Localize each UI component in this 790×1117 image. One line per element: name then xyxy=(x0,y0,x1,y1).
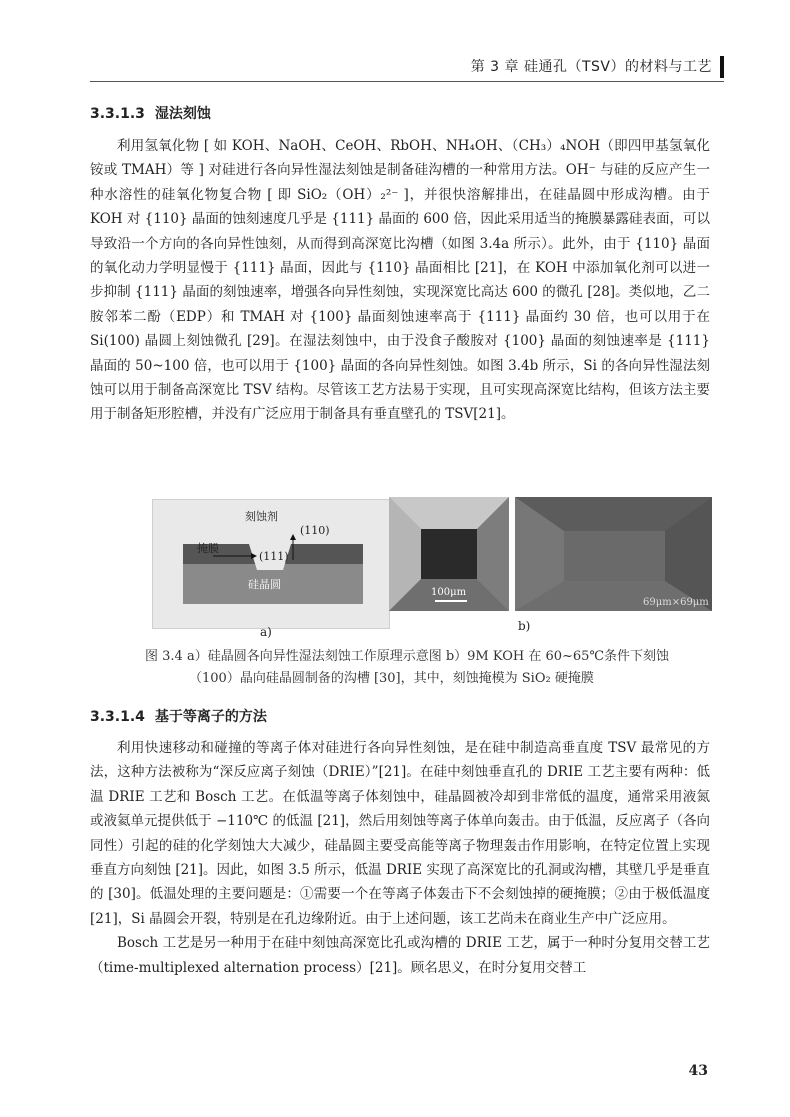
plane-110-label: (110) xyxy=(300,524,330,537)
header-rule xyxy=(90,81,724,82)
running-header xyxy=(90,56,724,82)
sem-images xyxy=(389,497,712,611)
paragraph: 利用快速移动和碰撞的等离子体对硅进行各向异性刻蚀，是在硅中制造高垂直度 TSV 最常见的方法，这种方法被称为“深反应离子刻蚀（DRIE）”[21]。在硅中刻蚀垂直孔的 DRIE 工艺主要有两种：低温 DRIE 工艺和 Bosch 工艺。在低温等离子体刻蚀中，硅晶圆被冷却到非常低的温度，通常采用液氮或液氦单元提供低于 −110℃ 的低温 [21]，然后用刻蚀等离子体单向轰击。由于低温，反应离子（各向同性）引起的硅的化学刻蚀大大减少，硅晶圆主要受高能等离子物理轰击作用影响，在特定位置上实现垂直方向刻蚀 [21]。因此，如图 3.5 所示，低温 DRIE 实现了高深宽比的孔洞或沟槽，其壁几乎是垂直的 [30]。低温处理的主要问题是：①需要一个在等离子体轰击下不会刻蚀掉的硬掩膜；②由于极低温度 [21]，Si 晶圆会开裂，特别是在孔边缘附近。由于上述问题，该工艺尚未在商业生产中广泛应用。 xyxy=(90,740,710,927)
chapter-title: 第 3 章 硅通孔（TSV）的材料与工艺 xyxy=(470,59,712,75)
panel-b-label: b) xyxy=(518,619,531,633)
page-number: 43 xyxy=(688,1063,708,1079)
paragraph: 利用氢氧化物 [ 如 KOH、NaOH、CeOH、RbOH、NH₄OH、（CH₃）₄NOH（即四甲基氢氧化铵或 TMAH）等 ] 对硅进行各向异性湿法刻蚀是制备硅沟槽的一种常用方法。OH⁻ 与硅的反应产生一种水溶性的硅氧化物复合物 [ 即 SiO₂（OH）₂²⁻ ]，并很快溶解排出，在硅晶圆中形成沟槽。由于 KOH 对 {110} 晶面的蚀刻速度几乎是 {111} 晶面的 600 倍，因此采用适当的掩膜暴露硅表面，可以导致沿一个方向的各向异性蚀刻，从而得到高深宽比沟槽（如图 3.4a 所示）。此外，由于 {110} 晶面的氧化动力学明显慢于 {111} 晶面，因此与 {110} 晶面相比 [21]，在 KOH 中添加氧化剂可以进一步抑制 {111} 晶面的刻蚀速率，增强各向异性刻蚀，实现深宽比高达 600 的微孔 [28]。类似地，乙二胺邻苯二酚（EDP）和 TMAH 对 {100} 晶面刻蚀速率高于 {111} 晶面约 30 倍，也可以用于在 Si(100) 晶圆上刻蚀微孔 [29]。在湿法刻蚀中，由于没食子酸胺对 {100} 晶面的刻蚀速率是 {111} 晶面的 50~100 倍，也可以用于 {100} 晶面的各向异性刻蚀。如图 3.4b 所示，Si 的各向异性湿法刻蚀可以用于制备高深宽比 TSV 结构。尽管该工艺方法易于实现，且可实现高深宽比结构，但该方法主要用于制备矩形腔槽，并没有广泛应用于制备具有垂直壁孔的 TSV[21]。 xyxy=(90,138,710,423)
section-number: 3.3.1.3 xyxy=(90,106,145,122)
etchant-label: 刻蚀剂 xyxy=(245,510,278,523)
paragraph: Bosch 工艺是另一种用于在硅中刻蚀高深宽比孔或沟槽的 DRIE 工艺，属于一种时分复用交替工艺（time-multiplexed alternation process）[21]。顾名思义，在时分复用交替工 xyxy=(90,935,710,976)
trench-floor-right xyxy=(564,531,665,581)
plane-111-label: (111) xyxy=(259,550,289,563)
caption-line-1: 图 3.4 a）硅晶圆各向异性湿法刻蚀工作原理示意图 b）9M KOH 在 60~65℃条件下刻蚀 xyxy=(145,649,669,664)
section-title-text: 湿法刻蚀 xyxy=(154,106,211,122)
section-plasma-body xyxy=(90,736,710,980)
section-number: 3.3.1.4 xyxy=(90,709,145,725)
section-plasma xyxy=(90,706,710,726)
wafer-label: 硅晶圆 xyxy=(248,578,281,591)
section-wet-etching-body xyxy=(90,134,710,427)
scale-label-left: 100μm xyxy=(431,587,467,598)
section-title-text: 基于等离子的方法 xyxy=(154,709,267,725)
arrowhead-110 xyxy=(290,534,296,540)
section-heading xyxy=(90,706,710,726)
figure-3-4 xyxy=(152,497,716,637)
panel-a-label: a) xyxy=(260,625,272,639)
caption-line-2: （100）晶向硅晶圆制备的沟槽 [30]，其中，刻蚀掩模为 SiO₂ 硬掩膜 xyxy=(189,671,594,686)
header-bar xyxy=(720,56,724,78)
figure-caption xyxy=(145,646,705,690)
section-heading xyxy=(90,103,710,123)
wet-etch-diagram xyxy=(152,499,390,629)
mask-label: 掩膜 xyxy=(197,542,219,555)
trench-floor xyxy=(421,529,477,579)
scale-label-right: 69μm×69μm xyxy=(643,597,709,608)
section-wet-etching xyxy=(90,103,710,123)
